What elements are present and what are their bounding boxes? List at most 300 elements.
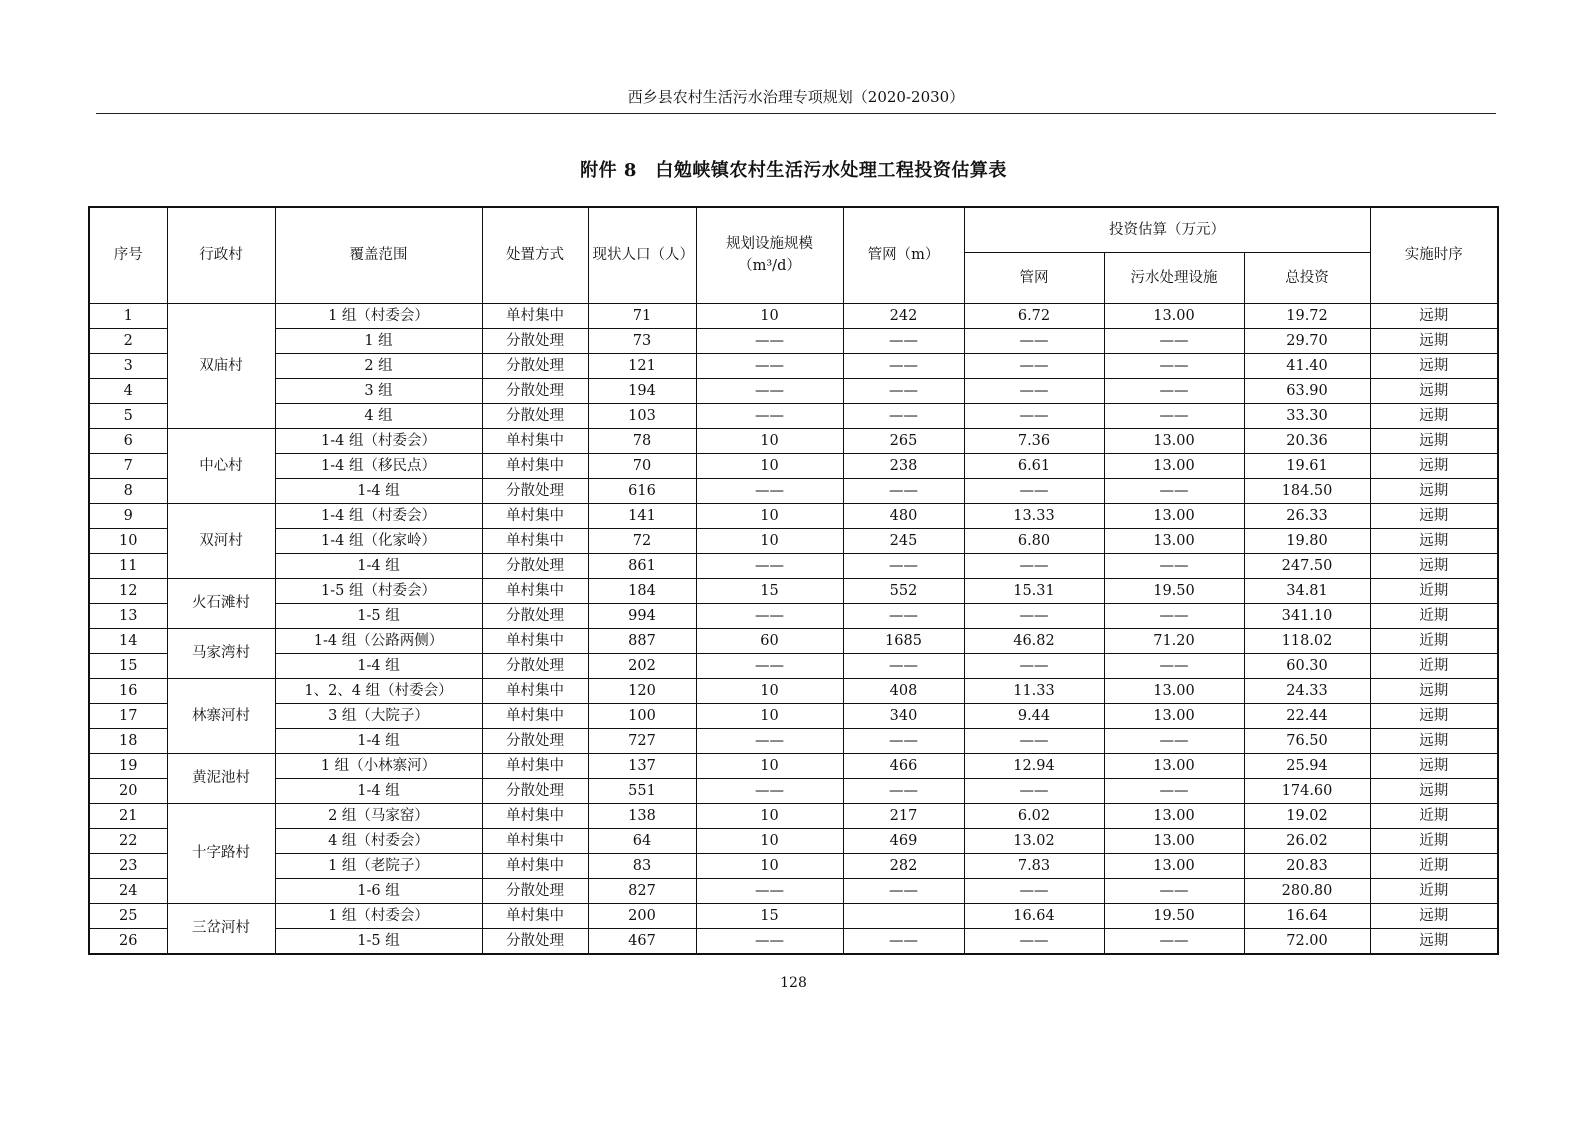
cell-phase: 近期: [1370, 878, 1498, 903]
cell-population: 616: [588, 478, 696, 503]
col-header-population: 现状人口（人）: [588, 207, 696, 303]
cell-population: 551: [588, 778, 696, 803]
cell-method: 分散处理: [482, 328, 588, 353]
cell-seq: 1: [89, 303, 167, 328]
table-row: [89, 328, 1498, 353]
cell-inv-pipe: 13.33: [964, 503, 1104, 528]
cell-seq: 18: [89, 728, 167, 753]
cell-capacity: ——: [696, 553, 843, 578]
cell-capacity: 10: [696, 853, 843, 878]
col-header-inv-total: 总投资: [1244, 252, 1370, 303]
table-row: [89, 928, 1498, 954]
cell-inv-total: 41.40: [1244, 353, 1370, 378]
cell-coverage: 1-4 组: [275, 653, 482, 678]
cell-population: 100: [588, 703, 696, 728]
cell-pipe-length: 265: [843, 428, 964, 453]
cell-method: 单村集中: [482, 303, 588, 328]
cell-inv-pipe: 6.02: [964, 803, 1104, 828]
cell-population: 70: [588, 453, 696, 478]
cell-phase: 近期: [1370, 603, 1498, 628]
cell-inv-pipe: ——: [964, 603, 1104, 628]
cell-phase: 远期: [1370, 753, 1498, 778]
cell-village: 火石滩村: [167, 578, 275, 628]
cell-pipe-length: 466: [843, 753, 964, 778]
cell-population: 194: [588, 378, 696, 403]
cell-pipe-length: ——: [843, 478, 964, 503]
cell-phase: 近期: [1370, 853, 1498, 878]
cell-population: 861: [588, 553, 696, 578]
cell-phase: 远期: [1370, 503, 1498, 528]
cell-method: 单村集中: [482, 503, 588, 528]
cell-inv-pipe: 12.94: [964, 753, 1104, 778]
cell-phase: 近期: [1370, 828, 1498, 853]
cell-coverage: 3 组: [275, 378, 482, 403]
cell-capacity: ——: [696, 928, 843, 954]
cell-capacity: 10: [696, 678, 843, 703]
cell-phase: 远期: [1370, 553, 1498, 578]
cell-population: 138: [588, 803, 696, 828]
cell-inv-pipe: 13.02: [964, 828, 1104, 853]
cell-inv-facility: 13.00: [1104, 803, 1244, 828]
cell-capacity: 60: [696, 628, 843, 653]
cell-method: 单村集中: [482, 828, 588, 853]
cell-phase: 近期: [1370, 628, 1498, 653]
table-row: [89, 853, 1498, 878]
cell-coverage: 1-6 组: [275, 878, 482, 903]
table-row: [89, 603, 1498, 628]
cell-capacity: ——: [696, 328, 843, 353]
cell-population: 727: [588, 728, 696, 753]
cell-coverage: 3 组（大院子）: [275, 703, 482, 728]
table-row: [89, 353, 1498, 378]
cell-coverage: 1-4 组: [275, 478, 482, 503]
cell-pipe-length: ——: [843, 353, 964, 378]
cell-population: 200: [588, 903, 696, 928]
cell-inv-total: 60.30: [1244, 653, 1370, 678]
cell-method: 分散处理: [482, 478, 588, 503]
cell-seq: 24: [89, 878, 167, 903]
cell-inv-total: 25.94: [1244, 753, 1370, 778]
cell-pipe-length: ——: [843, 878, 964, 903]
cell-village: 十字路村: [167, 803, 275, 903]
cell-capacity: 15: [696, 903, 843, 928]
cell-population: 83: [588, 853, 696, 878]
cell-inv-pipe: ——: [964, 928, 1104, 954]
cell-inv-total: 26.33: [1244, 503, 1370, 528]
cell-village: 双河村: [167, 503, 275, 578]
cell-inv-total: 72.00: [1244, 928, 1370, 954]
cell-inv-pipe: ——: [964, 403, 1104, 428]
cell-capacity: 10: [696, 803, 843, 828]
cell-inv-pipe: 6.72: [964, 303, 1104, 328]
cell-inv-total: 33.30: [1244, 403, 1370, 428]
cell-phase: 远期: [1370, 403, 1498, 428]
table-row: [89, 728, 1498, 753]
cell-inv-total: 19.72: [1244, 303, 1370, 328]
cell-seq: 5: [89, 403, 167, 428]
cell-inv-pipe: 15.31: [964, 578, 1104, 603]
col-header-inv-facility: 污水处理设施: [1104, 252, 1244, 303]
cell-inv-facility: 13.00: [1104, 828, 1244, 853]
table-row: [89, 453, 1498, 478]
cell-seq: 7: [89, 453, 167, 478]
cell-phase: 远期: [1370, 928, 1498, 954]
col-header-investment: 投资估算（万元）: [964, 207, 1370, 252]
cell-capacity: ——: [696, 603, 843, 628]
cell-capacity: 15: [696, 578, 843, 603]
cell-phase: 远期: [1370, 453, 1498, 478]
cell-pipe-length: 217: [843, 803, 964, 828]
table-row: [89, 628, 1498, 653]
table-row: [89, 528, 1498, 553]
cell-inv-total: 24.33: [1244, 678, 1370, 703]
cell-phase: 远期: [1370, 328, 1498, 353]
cell-coverage: 1-5 组（村委会）: [275, 578, 482, 603]
table-row: [89, 778, 1498, 803]
cell-phase: 远期: [1370, 303, 1498, 328]
cell-coverage: 1 组（小林寨河）: [275, 753, 482, 778]
table-row: [89, 753, 1498, 778]
cell-method: 单村集中: [482, 528, 588, 553]
table-row: [89, 578, 1498, 603]
cell-inv-facility: ——: [1104, 378, 1244, 403]
cell-inv-facility: ——: [1104, 928, 1244, 954]
cell-pipe-length: ——: [843, 928, 964, 954]
cell-method: 单村集中: [482, 428, 588, 453]
header-rule: [96, 113, 1496, 114]
cell-capacity: ——: [696, 653, 843, 678]
cell-inv-facility: ——: [1104, 728, 1244, 753]
cell-village: 林寨河村: [167, 678, 275, 753]
cell-coverage: 1-4 组（村委会）: [275, 428, 482, 453]
cell-seq: 17: [89, 703, 167, 728]
cell-pipe-length: ——: [843, 778, 964, 803]
col-header-capacity: 规划设施规模（m³/d）: [696, 207, 843, 303]
cell-seq: 16: [89, 678, 167, 703]
cell-phase: 远期: [1370, 778, 1498, 803]
cell-capacity: 10: [696, 428, 843, 453]
cell-coverage: 1-4 组: [275, 778, 482, 803]
cell-coverage: 1-5 组: [275, 603, 482, 628]
table-row: [89, 703, 1498, 728]
cell-phase: 远期: [1370, 903, 1498, 928]
cell-capacity: 10: [696, 753, 843, 778]
cell-inv-total: 63.90: [1244, 378, 1370, 403]
cell-capacity: 10: [696, 303, 843, 328]
cell-pipe-length: 340: [843, 703, 964, 728]
cell-method: 分散处理: [482, 728, 588, 753]
cell-inv-pipe: ——: [964, 653, 1104, 678]
cell-phase: 近期: [1370, 803, 1498, 828]
investment-table: [88, 206, 1499, 955]
cell-seq: 15: [89, 653, 167, 678]
cell-pipe-length: ——: [843, 403, 964, 428]
cell-population: 121: [588, 353, 696, 378]
cell-population: 72: [588, 528, 696, 553]
cell-phase: 远期: [1370, 353, 1498, 378]
cell-pipe-length: 245: [843, 528, 964, 553]
cell-seq: 11: [89, 553, 167, 578]
cell-coverage: 1-4 组: [275, 728, 482, 753]
cell-inv-pipe: 11.33: [964, 678, 1104, 703]
cell-coverage: 1-4 组（公路两侧）: [275, 628, 482, 653]
running-header: 西乡县农村生活污水治理专项规划（2020-2030）: [627, 88, 965, 106]
cell-inv-facility: ——: [1104, 353, 1244, 378]
table-row: [89, 903, 1498, 928]
cell-inv-total: 341.10: [1244, 603, 1370, 628]
cell-inv-total: 184.50: [1244, 478, 1370, 503]
cell-village: 三岔河村: [167, 903, 275, 954]
cell-coverage: 1-4 组（化家岭）: [275, 528, 482, 553]
cell-inv-total: 22.44: [1244, 703, 1370, 728]
table-row: [89, 553, 1498, 578]
cell-inv-total: 19.61: [1244, 453, 1370, 478]
cell-pipe-length: ——: [843, 553, 964, 578]
table-row: [89, 378, 1498, 403]
cell-village: 双庙村: [167, 303, 275, 428]
col-header-seq: 序号: [89, 207, 167, 303]
cell-inv-total: 247.50: [1244, 553, 1370, 578]
cell-coverage: 2 组: [275, 353, 482, 378]
cell-inv-facility: ——: [1104, 778, 1244, 803]
cell-capacity: ——: [696, 728, 843, 753]
cell-population: 202: [588, 653, 696, 678]
cell-capacity: ——: [696, 878, 843, 903]
cell-inv-total: 34.81: [1244, 578, 1370, 603]
cell-method: 分散处理: [482, 653, 588, 678]
cell-inv-facility: ——: [1104, 478, 1244, 503]
cell-inv-pipe: ——: [964, 878, 1104, 903]
cell-inv-pipe: ——: [964, 353, 1104, 378]
cell-pipe-length: ——: [843, 378, 964, 403]
cell-population: 184: [588, 578, 696, 603]
cell-coverage: 1、2、4 组（村委会）: [275, 678, 482, 703]
cell-method: 单村集中: [482, 678, 588, 703]
col-header-inv-pipe: 管网: [964, 252, 1104, 303]
col-header-phase: 实施时序: [1370, 207, 1498, 303]
cell-coverage: 4 组（村委会）: [275, 828, 482, 853]
cell-capacity: ——: [696, 403, 843, 428]
cell-inv-facility: ——: [1104, 653, 1244, 678]
cell-inv-facility: 13.00: [1104, 503, 1244, 528]
cell-inv-facility: 13.00: [1104, 528, 1244, 553]
cell-capacity: ——: [696, 353, 843, 378]
cell-capacity: ——: [696, 378, 843, 403]
cell-phase: 远期: [1370, 378, 1498, 403]
cell-inv-pipe: ——: [964, 478, 1104, 503]
cell-pipe-length: [843, 903, 964, 928]
cell-inv-pipe: ——: [964, 778, 1104, 803]
table-row: [89, 678, 1498, 703]
cell-inv-facility: ——: [1104, 878, 1244, 903]
cell-inv-total: 20.36: [1244, 428, 1370, 453]
cell-pipe-length: 1685: [843, 628, 964, 653]
cell-phase: 远期: [1370, 728, 1498, 753]
cell-capacity: ——: [696, 778, 843, 803]
cell-coverage: 1 组（村委会）: [275, 303, 482, 328]
cell-inv-total: 19.80: [1244, 528, 1370, 553]
table-row: [89, 428, 1498, 453]
cell-village: 中心村: [167, 428, 275, 503]
cell-pipe-length: 480: [843, 503, 964, 528]
cell-seq: 21: [89, 803, 167, 828]
cell-population: 141: [588, 503, 696, 528]
cell-population: 71: [588, 303, 696, 328]
cell-method: 分散处理: [482, 603, 588, 628]
page-number: 128: [780, 975, 807, 991]
cell-method: 分散处理: [482, 778, 588, 803]
cell-seq: 23: [89, 853, 167, 878]
cell-inv-facility: 13.00: [1104, 753, 1244, 778]
cell-inv-total: 280.80: [1244, 878, 1370, 903]
cell-population: 120: [588, 678, 696, 703]
cell-inv-pipe: ——: [964, 728, 1104, 753]
cell-coverage: 2 组（马家窑）: [275, 803, 482, 828]
cell-inv-total: 20.83: [1244, 853, 1370, 878]
cell-inv-facility: 13.00: [1104, 678, 1244, 703]
cell-population: 64: [588, 828, 696, 853]
cell-coverage: 4 组: [275, 403, 482, 428]
cell-seq: 20: [89, 778, 167, 803]
cell-pipe-length: ——: [843, 728, 964, 753]
cell-inv-total: 118.02: [1244, 628, 1370, 653]
cell-phase: 远期: [1370, 703, 1498, 728]
cell-method: 分散处理: [482, 403, 588, 428]
cell-pipe-length: 408: [843, 678, 964, 703]
cell-phase: 近期: [1370, 578, 1498, 603]
cell-method: 单村集中: [482, 753, 588, 778]
cell-inv-pipe: 46.82: [964, 628, 1104, 653]
col-header-method: 处置方式: [482, 207, 588, 303]
cell-method: 单村集中: [482, 853, 588, 878]
cell-inv-total: 19.02: [1244, 803, 1370, 828]
cell-inv-facility: 71.20: [1104, 628, 1244, 653]
cell-seq: 3: [89, 353, 167, 378]
cell-seq: 22: [89, 828, 167, 853]
cell-coverage: 1 组（村委会）: [275, 903, 482, 928]
cell-phase: 远期: [1370, 678, 1498, 703]
cell-inv-facility: 13.00: [1104, 453, 1244, 478]
cell-inv-pipe: 9.44: [964, 703, 1104, 728]
cell-inv-facility: ——: [1104, 403, 1244, 428]
cell-seq: 2: [89, 328, 167, 353]
cell-phase: 远期: [1370, 528, 1498, 553]
cell-inv-facility: 13.00: [1104, 853, 1244, 878]
col-header-coverage: 覆盖范围: [275, 207, 482, 303]
cell-method: 单村集中: [482, 803, 588, 828]
table-row: [89, 653, 1498, 678]
cell-phase: 远期: [1370, 428, 1498, 453]
cell-inv-pipe: ——: [964, 328, 1104, 353]
cell-capacity: ——: [696, 478, 843, 503]
cell-seq: 13: [89, 603, 167, 628]
cell-coverage: 1-4 组（移民点）: [275, 453, 482, 478]
cell-seq: 12: [89, 578, 167, 603]
table-body: [89, 303, 1498, 954]
table-row: [89, 403, 1498, 428]
cell-inv-pipe: 6.61: [964, 453, 1104, 478]
cell-method: 单村集中: [482, 903, 588, 928]
cell-method: 单村集中: [482, 453, 588, 478]
cell-inv-pipe: ——: [964, 553, 1104, 578]
cell-inv-pipe: 6.80: [964, 528, 1104, 553]
cell-pipe-length: 552: [843, 578, 964, 603]
cell-population: 73: [588, 328, 696, 353]
cell-capacity: 10: [696, 503, 843, 528]
cell-inv-total: 174.60: [1244, 778, 1370, 803]
col-header-pipe-length: 管网（m）: [843, 207, 964, 303]
cell-village: 黄泥池村: [167, 753, 275, 803]
cell-inv-pipe: 16.64: [964, 903, 1104, 928]
cell-inv-total: 29.70: [1244, 328, 1370, 353]
cell-seq: 26: [89, 928, 167, 954]
cell-pipe-length: 238: [843, 453, 964, 478]
cell-inv-facility: 13.00: [1104, 428, 1244, 453]
table-row: [89, 478, 1498, 503]
col-header-village: 行政村: [167, 207, 275, 303]
cell-inv-facility: ——: [1104, 603, 1244, 628]
cell-seq: 10: [89, 528, 167, 553]
cell-inv-facility: 19.50: [1104, 903, 1244, 928]
cell-pipe-length: ——: [843, 653, 964, 678]
cell-method: 分散处理: [482, 928, 588, 954]
cell-method: 分散处理: [482, 353, 588, 378]
cell-inv-pipe: ——: [964, 378, 1104, 403]
table-row: [89, 503, 1498, 528]
cell-population: 103: [588, 403, 696, 428]
table-row: [89, 303, 1498, 328]
cell-population: 78: [588, 428, 696, 453]
cell-population: 467: [588, 928, 696, 954]
cell-phase: 远期: [1370, 478, 1498, 503]
table-row: [89, 878, 1498, 903]
cell-coverage: 1-4 组: [275, 553, 482, 578]
cell-method: 分散处理: [482, 878, 588, 903]
cell-population: 827: [588, 878, 696, 903]
cell-seq: 19: [89, 753, 167, 778]
cell-inv-pipe: 7.83: [964, 853, 1104, 878]
cell-method: 分散处理: [482, 378, 588, 403]
cell-inv-facility: 13.00: [1104, 703, 1244, 728]
cell-inv-facility: 13.00: [1104, 303, 1244, 328]
cell-seq: 6: [89, 428, 167, 453]
cell-seq: 4: [89, 378, 167, 403]
cell-inv-pipe: 7.36: [964, 428, 1104, 453]
cell-pipe-length: 469: [843, 828, 964, 853]
cell-seq: 14: [89, 628, 167, 653]
cell-seq: 8: [89, 478, 167, 503]
table-row: [89, 803, 1498, 828]
cell-phase: 近期: [1370, 653, 1498, 678]
cell-population: 137: [588, 753, 696, 778]
cell-pipe-length: ——: [843, 328, 964, 353]
cell-population: 887: [588, 628, 696, 653]
cell-coverage: 1 组（老院子）: [275, 853, 482, 878]
cell-method: 单村集中: [482, 578, 588, 603]
cell-pipe-length: ——: [843, 603, 964, 628]
cell-coverage: 1 组: [275, 328, 482, 353]
cell-capacity: 10: [696, 828, 843, 853]
cell-village: 马家湾村: [167, 628, 275, 678]
cell-coverage: 1-5 组: [275, 928, 482, 954]
cell-inv-facility: ——: [1104, 553, 1244, 578]
cell-pipe-length: 282: [843, 853, 964, 878]
cell-inv-facility: 19.50: [1104, 578, 1244, 603]
cell-inv-total: 26.02: [1244, 828, 1370, 853]
cell-capacity: 10: [696, 528, 843, 553]
cell-population: 994: [588, 603, 696, 628]
document-title: 附件 8 白勉峡镇农村生活污水处理工程投资估算表: [580, 160, 1007, 181]
